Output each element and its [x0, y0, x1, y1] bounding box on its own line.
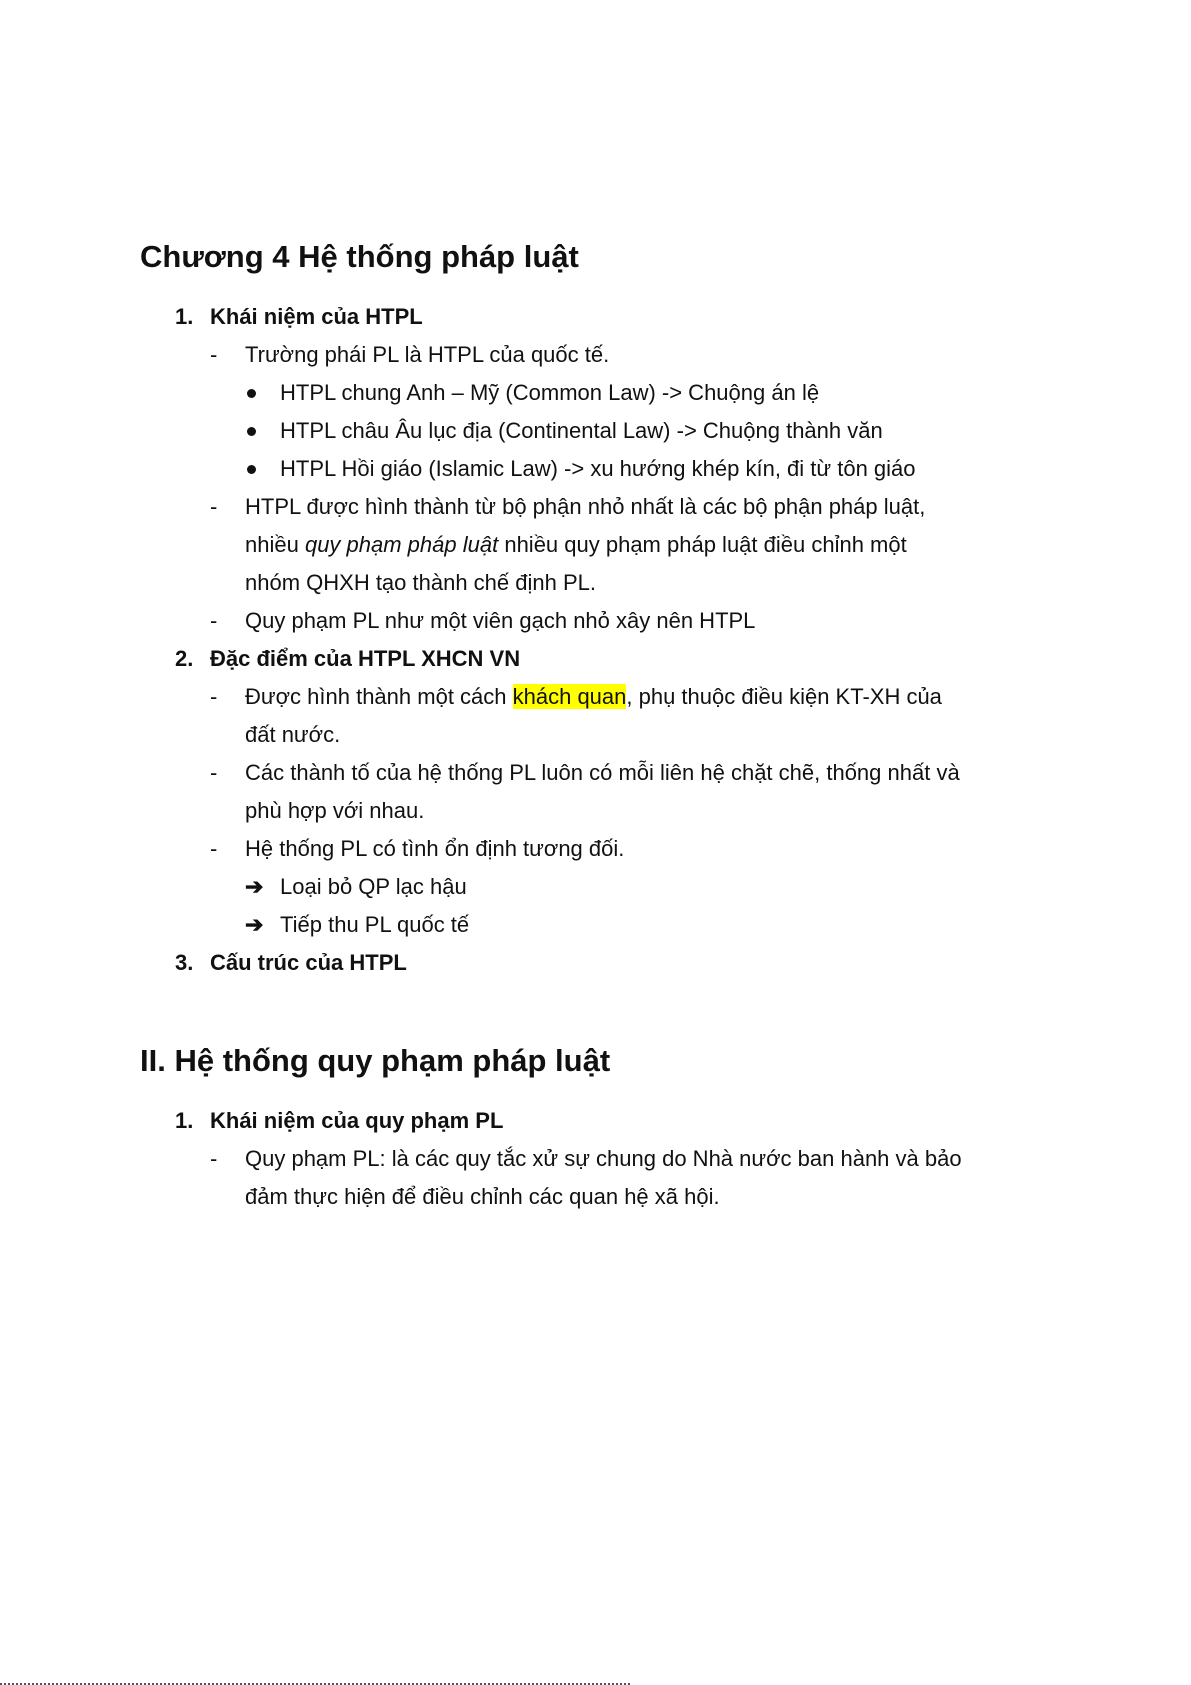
arrow-text: Tiếp thu PL quốc tế	[280, 912, 470, 937]
dash-item	[140, 754, 1060, 830]
arrow-item	[140, 868, 1060, 906]
numbered-item-1	[140, 1102, 1060, 1140]
bullet-dot-icon	[247, 427, 256, 436]
numbered-item-1	[140, 298, 1060, 336]
dash-text-line	[245, 526, 1060, 564]
dash-text-line: nhóm QHXH tạo thành chế định PL.	[245, 570, 596, 595]
item-number: 3.	[175, 950, 194, 975]
dash-marker: -	[210, 1146, 218, 1171]
section-heading: II. Hệ thống quy phạm pháp luật	[140, 1043, 611, 1078]
dash-text-line	[245, 678, 1060, 716]
arrow-item	[140, 906, 1060, 944]
bullet-item	[140, 450, 1060, 488]
item-label: Khái niệm của HTPL	[210, 304, 423, 329]
item-label: Cấu trúc của HTPL	[210, 950, 407, 975]
dash-text-line: Các thành tố của hệ thống PL luôn có mỗi liên hệ chặt chẽ, thống nhất và	[245, 760, 960, 785]
arrow-text: Loại bỏ QP lạc hậu	[280, 874, 467, 899]
numbered-item-3	[140, 944, 1060, 982]
dash-item	[140, 602, 1060, 640]
text-run: nhiều quy phạm pháp luật điều chỉnh một	[498, 532, 907, 557]
dash-text-line: phù hợp với nhau.	[245, 798, 425, 823]
dash-item	[140, 1140, 1060, 1216]
dash-item	[140, 488, 1060, 602]
dash-text: Hệ thống PL có tình ổn định tương đối.	[245, 836, 625, 861]
dash-item	[140, 678, 1060, 754]
bullet-dot-icon	[247, 389, 256, 398]
italic-text: quy phạm pháp luật	[304, 532, 499, 557]
arrow-right-icon: ➔	[245, 912, 264, 937]
dash-marker: -	[210, 608, 218, 633]
item-number: 1.	[175, 1108, 194, 1133]
dash-text-line: đất nước.	[245, 722, 341, 747]
dash-text-line: Quy phạm PL: là các quy tắc xử sự chung do Nhà nước ban hành và bảo	[245, 1146, 962, 1171]
item-label: Khái niệm của quy phạm PL	[210, 1108, 504, 1133]
dash-text: Trường phái PL là HTPL của quốc tế.	[245, 342, 610, 367]
item-number: 2.	[175, 646, 194, 671]
bullet-text: HTPL châu Âu lục địa (Continental Law) -> Chuộng thành văn	[280, 418, 883, 443]
document-content	[140, 236, 1060, 1216]
bullet-item	[140, 374, 1060, 412]
bullet-text: HTPL Hồi giáo (Islamic Law) -> xu hướng khép kín, đi từ tôn giáo	[280, 456, 916, 481]
dash-marker: -	[210, 760, 218, 785]
numbered-item-2	[140, 640, 1060, 678]
dash-text-line: đảm thực hiện để điều chỉnh các quan hệ xã hội.	[245, 1184, 720, 1209]
dash-text: Quy phạm PL như một viên gạch nhỏ xây nên HTPL	[245, 608, 756, 633]
dash-item	[140, 830, 1060, 868]
item-number: 1.	[175, 304, 194, 329]
dash-marker: -	[210, 684, 218, 709]
highlighted-text: khách quan	[512, 684, 627, 709]
dash-text-line: HTPL được hình thành từ bộ phận nhỏ nhất là các bộ phận pháp luật,	[245, 494, 926, 519]
item-label: Đặc điểm của HTPL XHCN VN	[210, 646, 521, 671]
bullet-item	[140, 412, 1060, 450]
bullet-text: HTPL chung Anh – Mỹ (Common Law) -> Chuộng án lệ	[280, 380, 820, 405]
dash-marker: -	[210, 342, 218, 367]
dash-marker: -	[210, 494, 218, 519]
bullet-dot-icon	[247, 465, 256, 474]
dash-item	[140, 336, 1060, 374]
chapter-heading: Chương 4 Hệ thống pháp luật	[140, 239, 579, 274]
text-run: , phụ thuộc điều kiện KT-XH của	[626, 684, 942, 709]
dash-marker: -	[210, 836, 218, 861]
text-run: Được hình thành một cách	[245, 684, 513, 709]
arrow-right-icon: ➔	[245, 874, 264, 899]
text-run: nhiều	[245, 532, 305, 557]
